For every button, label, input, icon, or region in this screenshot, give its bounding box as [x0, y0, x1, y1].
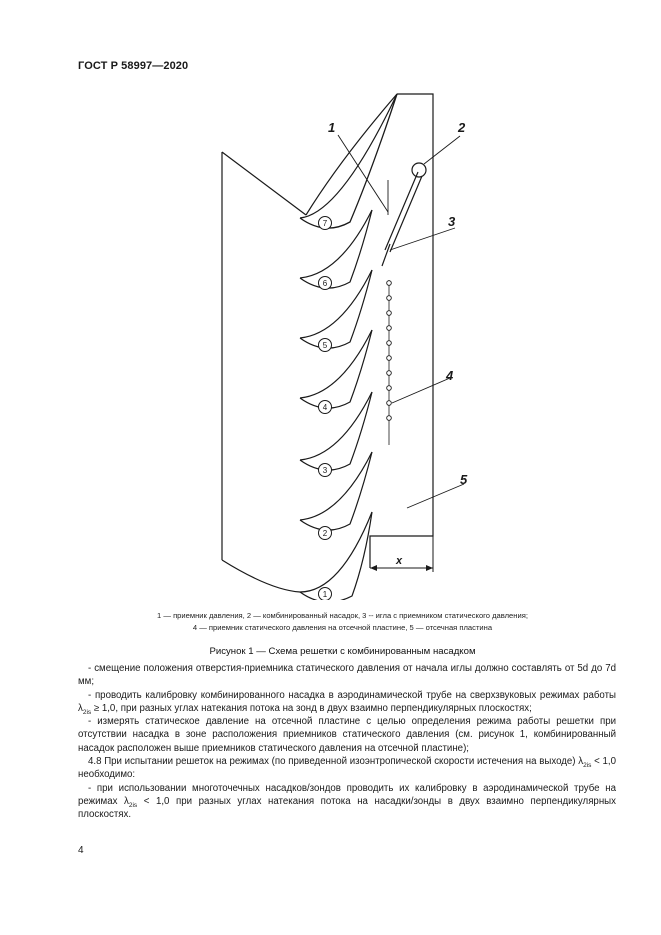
paragraph: - при использовании многоточечных насадков/зондов проводить их калибровку в аэродинамической трубе на режимах $\lambda_{2is} < 1,0$ при разных углах натекания потока на насадки/зонды в двух взаимно перпендикулярных плоскостях.: [78, 782, 616, 821]
figure-caption: Рисунок 1 — Схема решетки с комбинированным насадком: [209, 646, 476, 657]
body-text: [78, 662, 616, 822]
paragraph: 4.8 При испытании решеток на режимах (по приведенной изоэнтропической скорости истечения на выходе) $\lambda_{2is} < 1,0$ необходимо:: [78, 756, 616, 781]
blade-number: 7: [322, 219, 328, 228]
figure-legend-line-1: 1 — приемник давления, 2 — комбинированный насадок, 3 -- игла с приемником статического давления;: [157, 611, 528, 620]
blade-number: 6: [322, 279, 328, 288]
blade-2: [300, 452, 372, 530]
paragraph: - проводить калибровку комбинированного насадка в аэродинамической трубе на сверхзвуковых режимах работы $\lambda_{2is} \ge 1,0$, при разных углах натекания потока на зонд в двух взаимно перпендикулярных плоскостях;: [78, 689, 616, 716]
leader-5: [407, 484, 464, 508]
paragraph: - измерять статическое давление на отсечной пластине с целью определения режима работы решетки при отсутствии насадка в зоне расположения приемников статического давления (см. рисунок 1, комбинированный насадок расположен выше приемников статического давления на отсечной пластине);: [78, 716, 616, 754]
blade-number: 1: [322, 590, 328, 599]
leader-2: [424, 136, 460, 164]
blade-number: 3: [322, 466, 328, 475]
callout-1: 1: [328, 120, 336, 135]
blade-7: [300, 94, 397, 228]
figure-legend-line-2: 4 — приемник статического давления на отсечной пластине, 5 — отсечная пластина: [192, 623, 493, 632]
blade-6: [300, 210, 372, 288]
blade-4: [300, 330, 372, 408]
blade-number: 2: [322, 529, 328, 538]
probe-head: [412, 163, 426, 177]
combined-probe: [385, 172, 418, 250]
callout-5: 5: [460, 472, 468, 487]
blade-number: 5: [322, 341, 328, 350]
callout-2: 2: [458, 120, 466, 135]
cascade-outline: [222, 94, 433, 568]
leader-1: [338, 135, 388, 212]
dimension-label: x: [396, 555, 403, 567]
callout-3: 3: [448, 214, 456, 229]
document-header: ГОСТ Р 58997—2020: [78, 60, 189, 72]
blade-5: [300, 270, 372, 348]
leader-4: [392, 378, 450, 403]
paragraph: - смещение положения отверстия-приемника статического давления от начала иглы должно составлять от 5d до 7d мм;: [78, 663, 616, 688]
blade-1: [222, 512, 372, 600]
page-number: 4: [78, 845, 84, 856]
blade-number: 4: [322, 403, 328, 412]
callout-4: 4: [446, 368, 454, 383]
leader-3: [390, 228, 455, 250]
